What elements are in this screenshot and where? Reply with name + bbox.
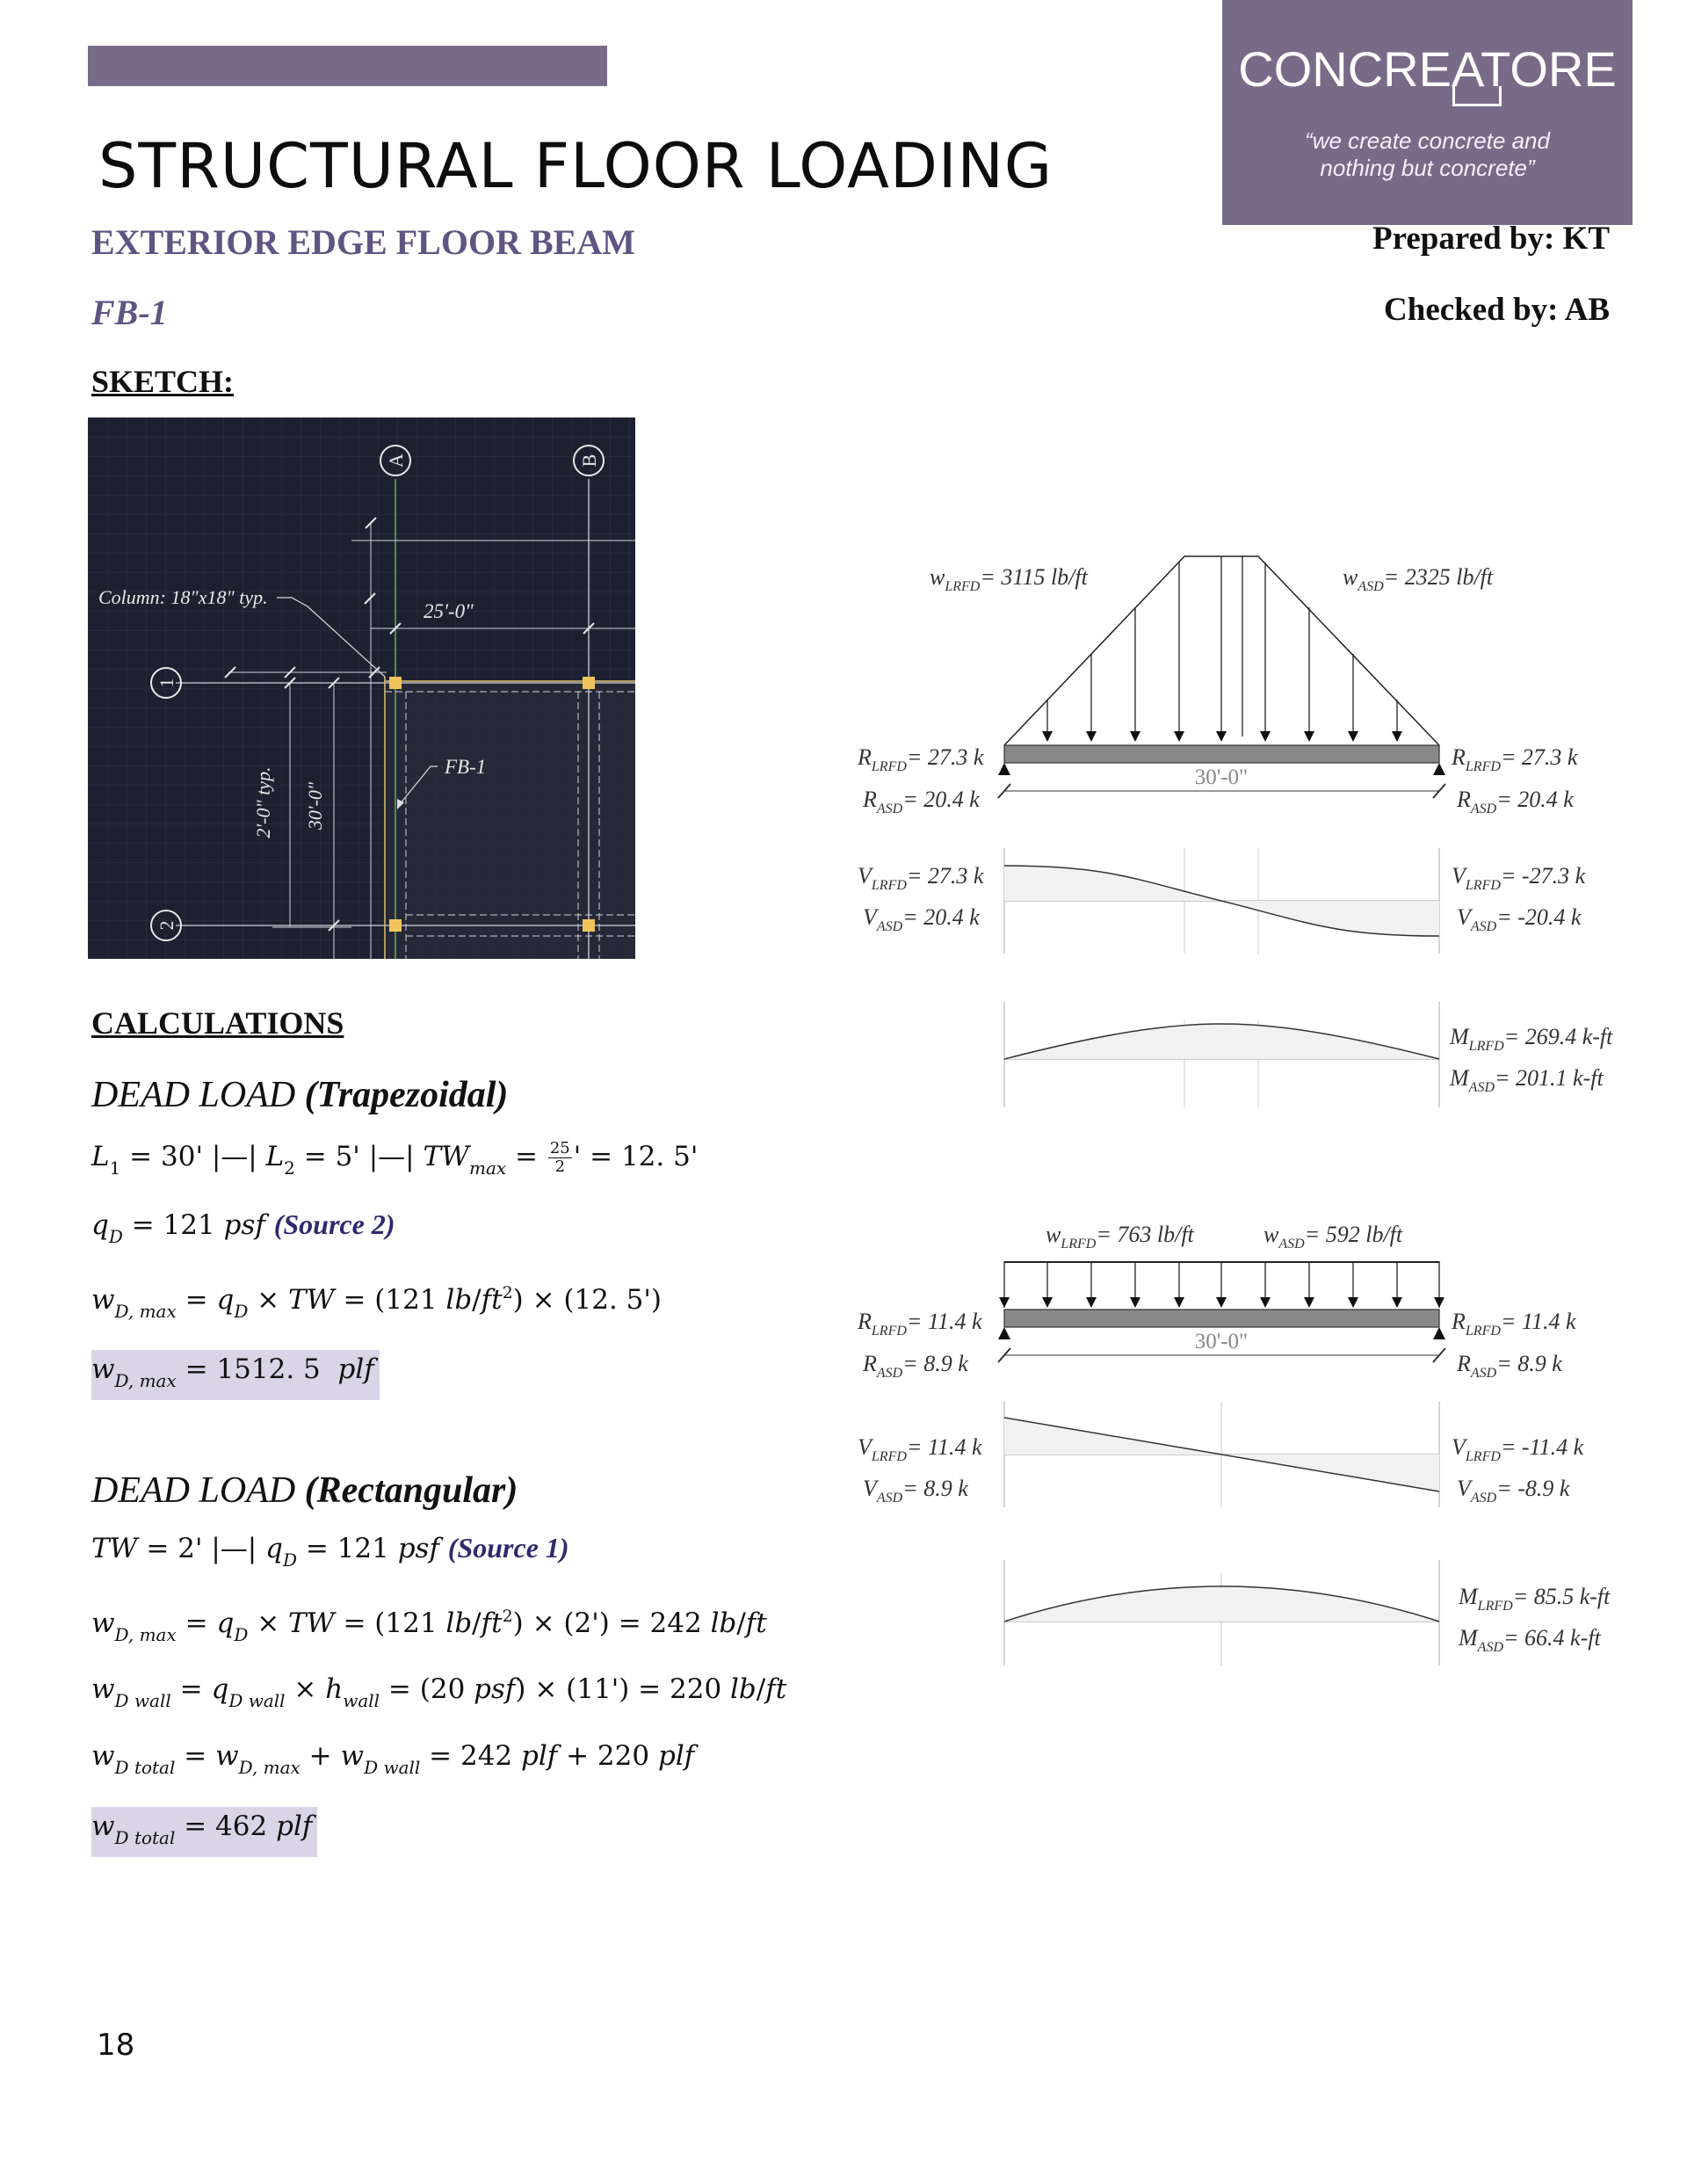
- equation-qd-trap: $q_D = 121$ psf (Source 2): [91, 1208, 395, 1247]
- source-1-ref: (Source 1): [447, 1532, 569, 1564]
- equation-wd-max-rect: $w_{D, max} = q_D$ × TW = (121 $lb/ft^2) \times (2') = 242$ lb/ft: [91, 1607, 767, 1645]
- grid-bubble-a: A: [385, 453, 407, 468]
- beam-id: FB-1: [91, 293, 168, 332]
- v-left-asd: $V_{ASD}= 8.9$ k: [863, 1476, 968, 1506]
- result-wd-max-trap: $w_{D, max} = 1512$. 5 plf: [91, 1350, 380, 1400]
- span-dimension: 30'-0": [1194, 1330, 1249, 1353]
- grid-bubble-b: B: [578, 453, 600, 468]
- source-2-ref: (Source 2): [273, 1208, 395, 1240]
- m-asd: $M_{ASD}= 66.4$ k-ft: [1459, 1625, 1601, 1655]
- brand-tagline-line1: “we create concrete and: [1305, 127, 1550, 154]
- v-left-lrfd: $V_{LRFD}= 27.3$ k: [858, 863, 984, 893]
- grid-bubble-2: 2: [156, 920, 177, 931]
- m-lrfd: $M_{LRFD}= 85.5$ k-ft: [1459, 1584, 1611, 1614]
- span-dimension: 25'-0": [424, 600, 474, 622]
- brand-block: [1222, 0, 1633, 225]
- r-left-asd: $R_{ASD}= 8.9$ k: [863, 1351, 968, 1381]
- w-asd-label: $w_{ASD}= 592$ lb/ft: [1263, 1222, 1403, 1252]
- beam-label: FB-1: [445, 756, 487, 778]
- brand-tagline: [1222, 127, 1633, 182]
- v-right-lrfd: $V_{LRFD}= -11.4$ k: [1452, 1434, 1584, 1464]
- v-left-asd: $V_{ASD}= 20.4$ k: [863, 904, 980, 934]
- v-right-asd: $V_{ASD}= -8.9$ k: [1457, 1476, 1570, 1506]
- r-left-lrfd: $R_{LRFD}= 11.4$ k: [858, 1309, 982, 1339]
- dead-load-rectangular-heading: DEAD LOAD (Rectangular): [91, 1470, 518, 1511]
- page-number: 18: [97, 2028, 135, 2063]
- column-note: Column: 18"x18" typ.: [98, 586, 268, 608]
- v-right-asd: $V_{ASD}= -20.4$ k: [1457, 904, 1582, 934]
- sketch-heading: SKETCH:: [91, 364, 235, 399]
- w-lrfd-label: $w_{LRFD}= 763$ lb/ft: [1046, 1222, 1194, 1252]
- r-right-asd: $R_{ASD}= 20.4$ k: [1457, 787, 1574, 816]
- m-lrfd: $M_{LRFD}= 269.4$ k-ft: [1450, 1024, 1613, 1054]
- calculations-heading: CALCULATIONS: [91, 1005, 344, 1041]
- dead-load-trapezoidal-heading: DEAD LOAD (Trapezoidal): [91, 1075, 509, 1115]
- typ-dimension: 2'-0" typ.: [252, 766, 274, 838]
- v-right-lrfd: $V_{LRFD}= -27.3$ k: [1452, 863, 1586, 893]
- prepared-by: Prepared by: KT: [1372, 221, 1610, 257]
- cad-plan-sketch: [88, 417, 635, 959]
- v-left-lrfd: $V_{LRFD}= 11.4$ k: [858, 1434, 982, 1464]
- equation-wd-wall: $w_{D wall} = q_{D wall} \times h_{wall} = (20$ psf) × (11') = 220 lb/ft: [91, 1673, 787, 1711]
- brand-tagline-line2: nothing but concrete”: [1320, 155, 1535, 181]
- equation-dimensions: $L_1 = 30'$ |—| $L_2 = 5'$ |—| $TW_{max}$ = $\frac{25}{2}$ ' = 12. 5': [91, 1139, 699, 1179]
- m-asd: $M_{ASD}= 201.1$ k-ft: [1450, 1065, 1604, 1095]
- brand-logo-mark: [1452, 86, 1502, 106]
- r-left-lrfd: $R_{LRFD}= 27.3$ k: [858, 744, 984, 774]
- w-asd-label: $w_{ASD}= 2325$ lb/ft: [1343, 564, 1494, 594]
- section-subtitle: EXTERIOR EDGE FLOOR BEAM: [91, 222, 635, 262]
- r-right-lrfd: $R_{LRFD}= 11.4$ k: [1452, 1309, 1576, 1339]
- result-wd-total: $w_{D total} = 462$ plf: [91, 1807, 317, 1857]
- rectangular-load-diagram: [844, 1204, 1634, 1679]
- depth-dimension: 30'-0": [304, 781, 326, 831]
- header-accent-bar: [88, 46, 607, 86]
- beam-member: [1004, 1310, 1439, 1327]
- checked-by: Checked by: AB: [1384, 292, 1610, 328]
- page-title: STRUCTURAL FLOOR LOADING: [98, 130, 1053, 202]
- beam-member: [1004, 745, 1439, 763]
- r-right-asd: $R_{ASD}= 8.9$ k: [1457, 1351, 1562, 1381]
- span-dimension: 30'-0": [1194, 765, 1249, 789]
- w-lrfd-label: $w_{LRFD}= 3115$ lb/ft: [930, 564, 1088, 594]
- trapezoidal-load-diagram: [844, 545, 1634, 1116]
- equation-wd-max-trap: $w_{D, max} = q_D$ × TW = (121 $lb/ft^2) \times (12$. 5'): [91, 1283, 662, 1322]
- brand-logo: CONCREATORE: [1238, 41, 1617, 97]
- grid-bubble-1: 1: [156, 678, 177, 688]
- r-left-asd: $R_{ASD}= 20.4$ k: [863, 787, 980, 816]
- equation-tw-qd: TW = 2' |—| $q_D = 121$ psf (Source 1): [91, 1532, 569, 1571]
- r-right-lrfd: $R_{LRFD}= 27.3$ k: [1452, 744, 1578, 774]
- equation-wd-total: $w_{D total} = w_{D, max} + w_{D wall} = 242$ plf + 220 plf: [91, 1740, 695, 1778]
